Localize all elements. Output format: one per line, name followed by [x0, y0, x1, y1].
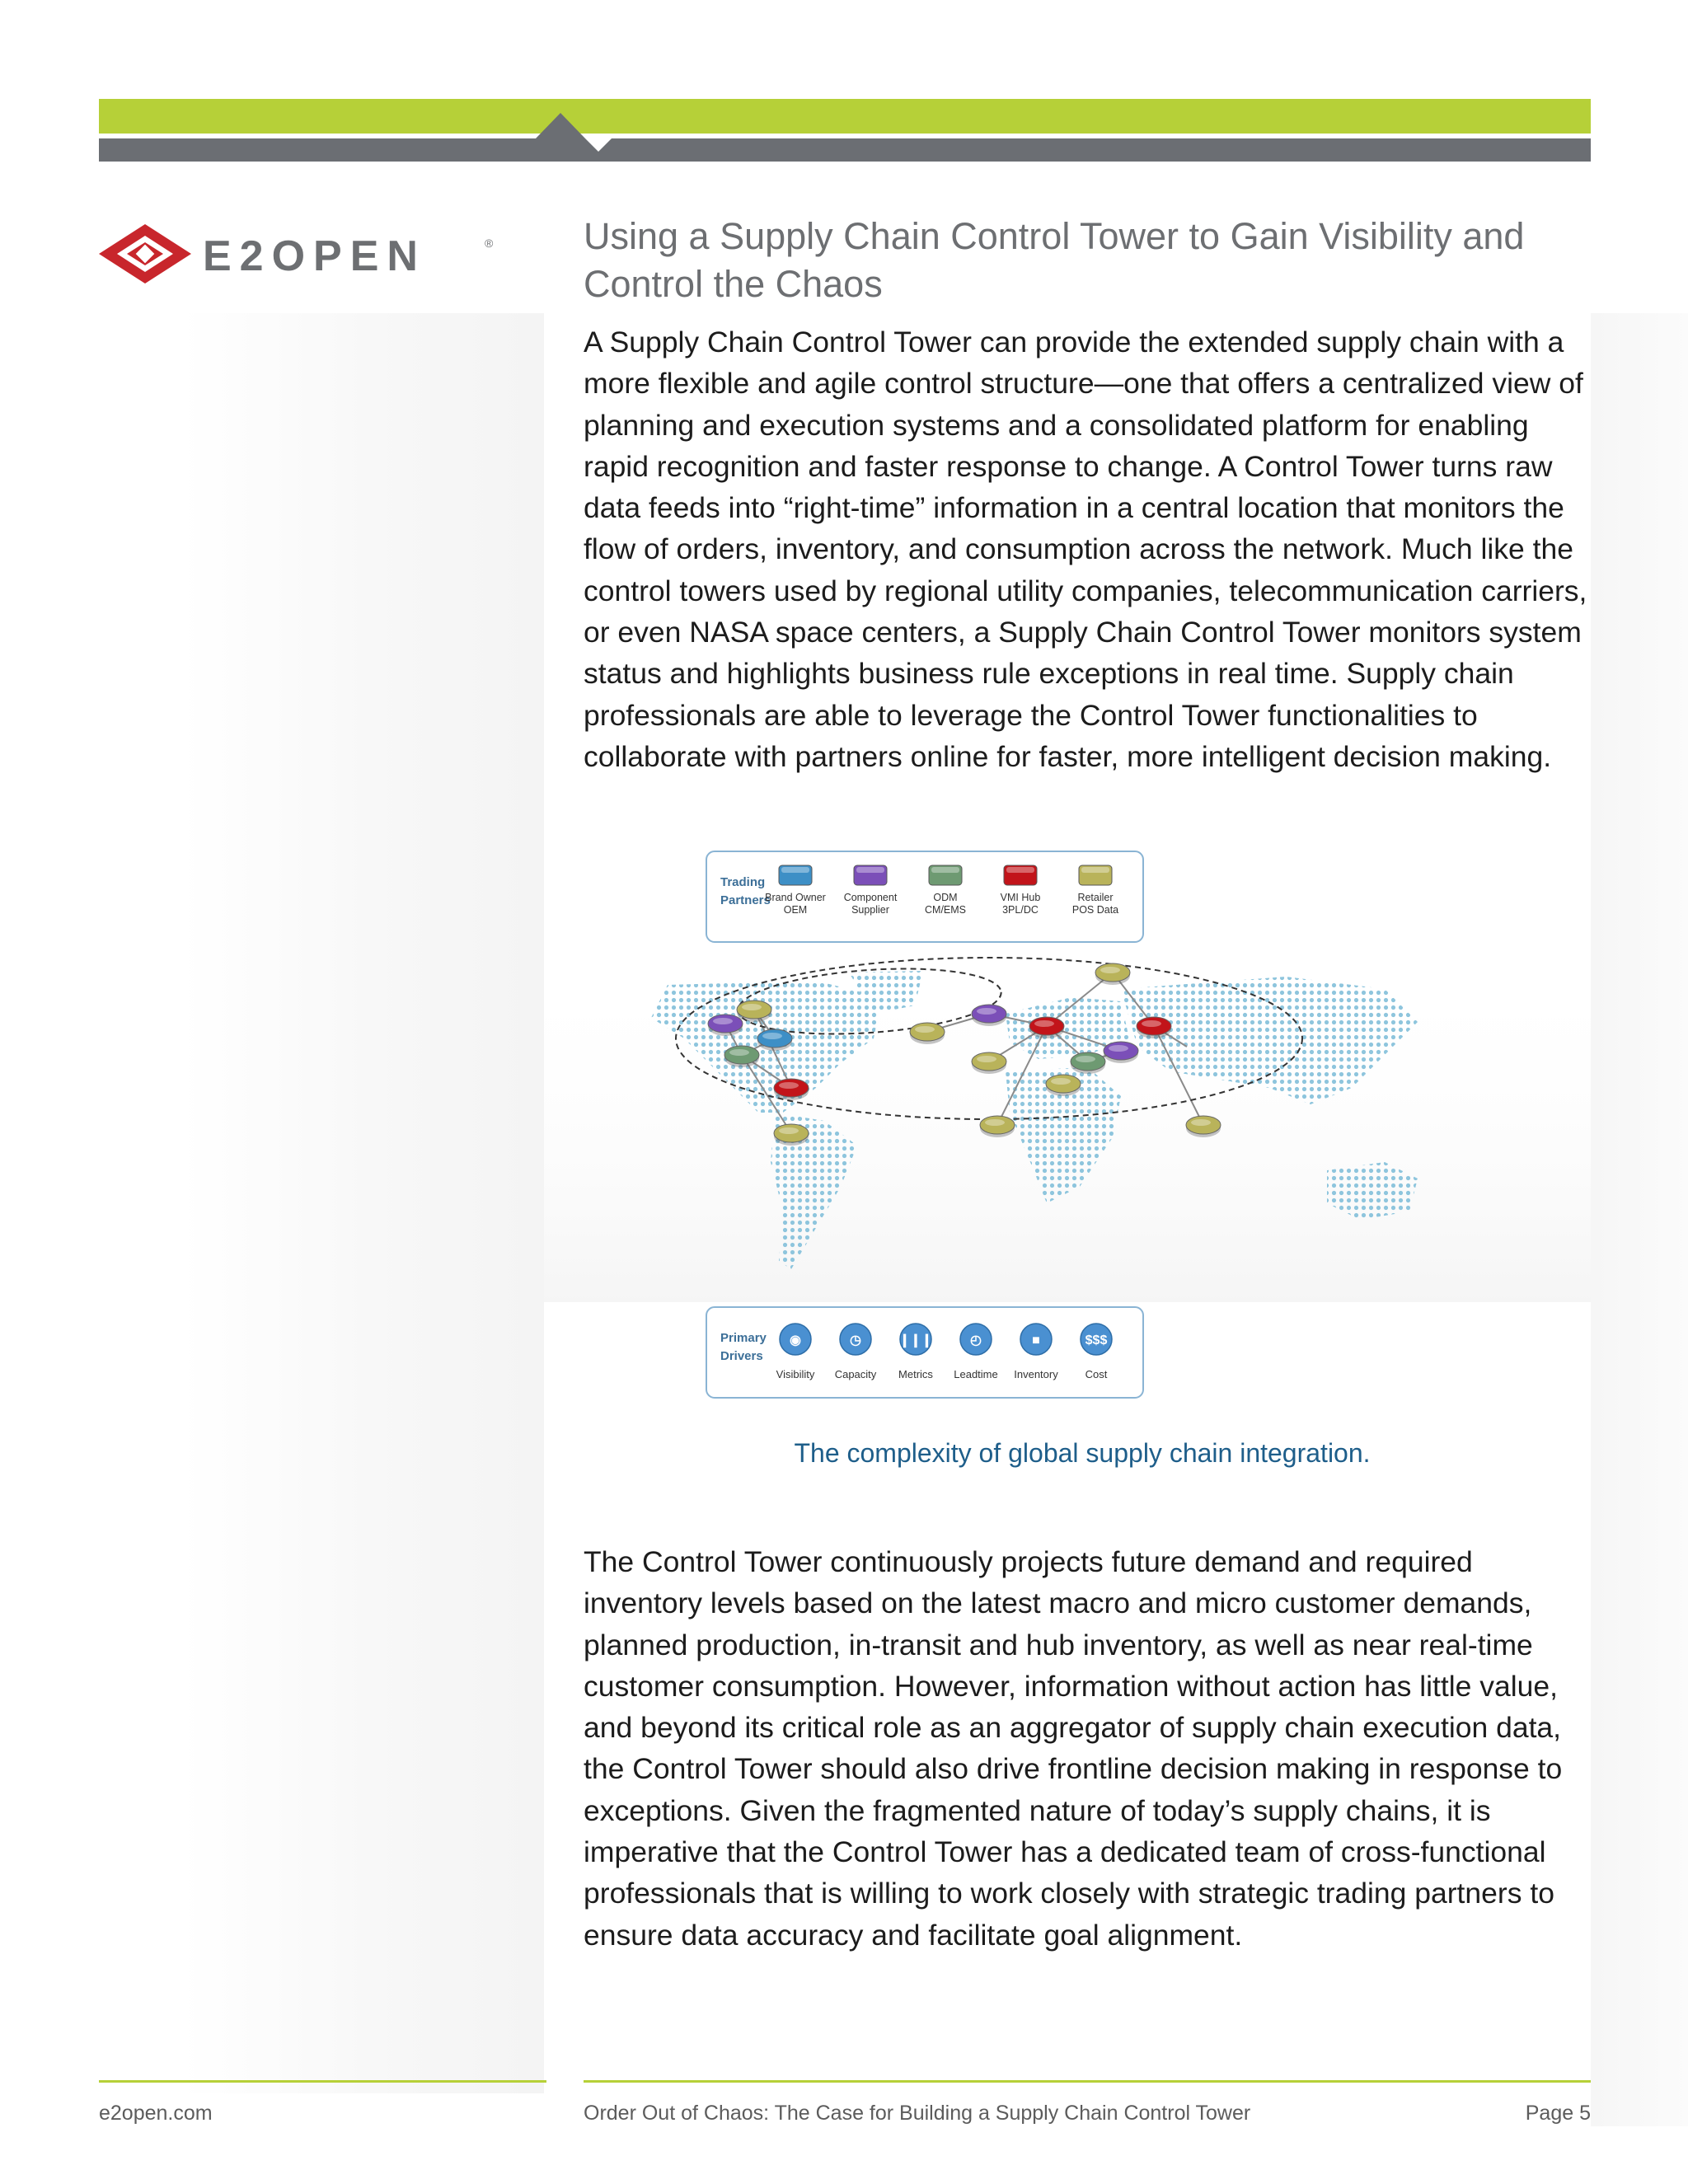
partner-label-line2: CM/EMS: [925, 904, 966, 916]
map-node: [980, 1116, 1015, 1137]
svg-text:$$$: $$$: [1085, 1333, 1108, 1347]
driver-label: Leadtime: [954, 1368, 998, 1380]
supply-chain-figure: [544, 841, 1591, 1401]
map-node: [1137, 1017, 1171, 1038]
trading-partners-label-2: Partners: [720, 893, 771, 907]
svg-text:■: ■: [1032, 1333, 1040, 1347]
partner-label-line2: OEM: [783, 904, 808, 916]
logo-wordmark: E2OPEN: [203, 232, 426, 280]
trading-partners-panel: [706, 851, 1143, 942]
map-node: [1071, 1052, 1105, 1074]
partner-label-line2: 3PL/DC: [1002, 904, 1039, 916]
header-gray-bar: [99, 138, 1591, 162]
driver-label: Metrics: [898, 1368, 933, 1380]
section-heading: Using a Supply Chain Control Tower to Gain Visibility and Control the Chaos: [584, 215, 1525, 305]
footer-rule-left: [99, 2080, 546, 2083]
driver-label: Visibility: [776, 1368, 815, 1380]
svg-text:®: ®: [485, 237, 494, 250]
world-map: [544, 958, 1591, 1302]
map-node: [774, 1124, 809, 1146]
svg-text:◷: ◷: [850, 1333, 861, 1347]
partner-label-line1: VMI Hub: [1000, 892, 1041, 903]
partner-label-line1: Retailer: [1077, 892, 1114, 903]
trading-partners-label-1: Trading: [720, 875, 766, 889]
footer-document-title: Order Out of Chaos: The Case for Building a Supply Chain Control Tower: [584, 2102, 1251, 2125]
partner-label-line1: ODM: [933, 892, 958, 903]
map-node: [774, 1079, 809, 1100]
map-node: [724, 1046, 759, 1067]
map-node: [1029, 1017, 1064, 1038]
map-node: [972, 1052, 1006, 1074]
svg-text:◉: ◉: [790, 1333, 801, 1347]
partner-label-line2: Supplier: [851, 904, 889, 916]
primary-drivers-label-1: Primary: [720, 1331, 767, 1345]
partner-label-line1: Component: [843, 892, 898, 903]
header-notch: [536, 113, 585, 138]
right-margin-shade: [1591, 313, 1688, 2126]
partner-label-line2: POS Data: [1071, 904, 1119, 916]
header-accent-bar: [99, 99, 1591, 134]
map-node: [910, 1023, 945, 1044]
left-margin-shade: [181, 313, 544, 2093]
footer-site-link[interactable]: e2open.com: [99, 2102, 213, 2125]
map-node: [972, 1005, 1006, 1026]
map-node: [708, 1015, 743, 1036]
map-node: [737, 1001, 771, 1022]
map-node: [757, 1029, 792, 1051]
map-node: [1046, 1075, 1081, 1096]
map-node: [1104, 1042, 1138, 1063]
primary-drivers-label-2: Drivers: [720, 1349, 763, 1363]
figure-caption: The complexity of global supply chain integration.: [794, 1438, 1371, 1468]
svg-text:◴: ◴: [970, 1333, 982, 1347]
intro-paragraph: A Supply Chain Control Tower can provide the extended supply chain with a more flexible and agile control structure—one that offers a centralized view of planning and execution systems and a consolidated platform for enabling rapid recognition and faster response to change. A Control Tower turns raw data feeds into “right-time” information in a central location that monitors the flow of orders, inventory, and consumption across the network. Much like the control towers used by regional utility companies, telecommunication carriers, or even NASA space centers, a Supply Chain Control Tower monitors system status and highlights business rule exceptions in real time. Supply chain professionals are able to leverage the Control Tower functionalities to collaborate with partners online for faster, more intelligent decision making.: [584, 326, 1587, 773]
map-node: [1186, 1116, 1221, 1137]
svg-text:❙❙❙: ❙❙❙: [898, 1333, 933, 1347]
e2open-logo: [97, 223, 501, 285]
driver-label: Capacity: [834, 1368, 877, 1380]
primary-drivers-panel: [706, 1307, 1143, 1398]
driver-label: Inventory: [1014, 1368, 1058, 1380]
footer-page-number: Page 5: [1525, 2102, 1591, 2125]
map-node: [1095, 963, 1130, 985]
partner-label-line1: Brand Owner: [765, 892, 826, 903]
header-notch-cut: [585, 138, 612, 152]
driver-label: Cost: [1085, 1368, 1108, 1380]
body-paragraph: The Control Tower continuously projects future demand and required inventory levels based on the latest macro and micro customer demands, planned production, in-transit and hub inventory, as well as near real-time customer consumption. However, information without action has little value, and beyond its critical role as an aggregator of supply chain execution data, the Control Tower should also drive frontline decision making in response to exceptions. Given the fragmented nature of today’s supply chains, it is imperative that the Control Tower has a dedicated team of cross-functional professionals that is willing to work closely with strategic trading partners to ensure data accuracy and facilitate goal alignment.: [584, 1545, 1563, 1952]
footer-rule-right: [584, 2080, 1591, 2083]
